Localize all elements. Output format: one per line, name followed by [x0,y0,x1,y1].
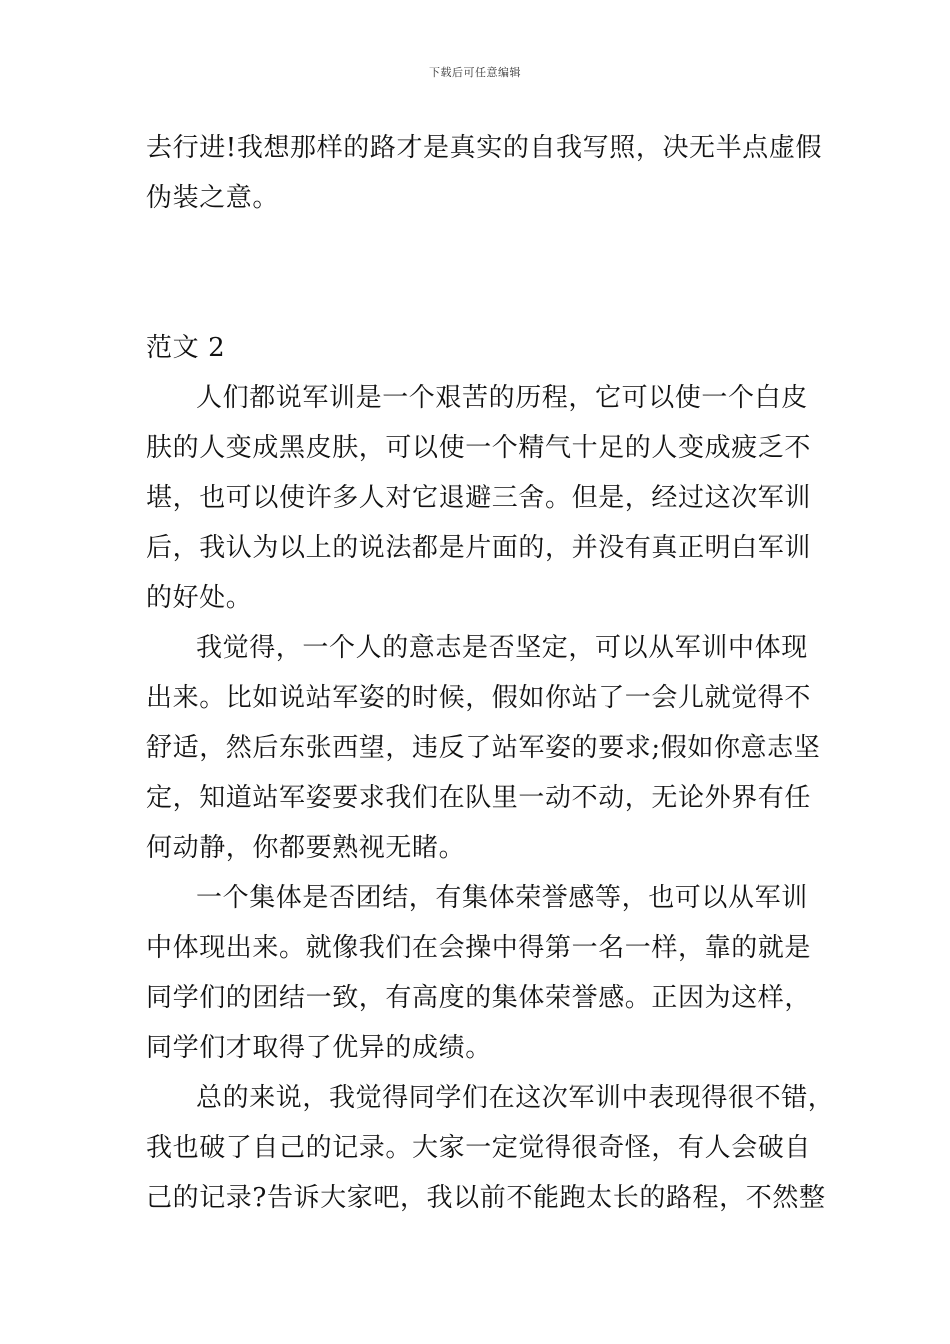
intro-line: 伪装之意。 [146,183,280,213]
section-title: 范文 2 [146,333,226,363]
paragraph-line: 总的来说，我觉得同学们在这次军训中表现得很不错， [196,1083,835,1113]
paragraph-line: 中体现出来。就像我们在会操中得第一名一样，靠的就是 [146,933,812,963]
intro-line: 去行进!我想那样的路才是真实的自我写照，决无半点虚假 [146,133,823,163]
paragraph-line: 的好处。 [146,583,253,613]
paragraph-line: 肤的人变成黑皮肤，可以使一个精气十足的人变成疲乏不 [146,433,812,463]
paragraph-line: 同学们才取得了优异的成绩。 [146,1033,492,1063]
paragraph-line: 己的记录?告诉大家吧，我以前不能跑太长的路程，不然整 [146,1183,826,1213]
paragraph-line: 一个集体是否团结，有集体荣誉感等，也可以从军训 [196,883,808,913]
page-header: 下载后可任意编辑 [429,66,521,79]
paragraph-line: 出来。比如说站军姿的时候，假如你站了一会儿就觉得不 [146,683,812,713]
paragraph-line: 人们都说军训是一个艰苦的历程，它可以使一个白皮 [196,383,808,413]
paragraph-line: 何动静，你都要熟视无睹。 [146,833,466,863]
paragraph-line: 定，知道站军姿要求我们在队里一动不动，无论外界有任 [146,783,812,813]
paragraph-line: 堪，也可以使许多人对它退避三舍。但是，经过这次军训 [146,483,812,513]
paragraph-line: 我也破了自己的记录。大家一定觉得很奇怪，有人会破自 [146,1133,812,1163]
paragraph-line: 后，我认为以上的说法都是片面的，并没有真正明白军训 [146,533,812,563]
paragraph-line: 同学们的团结一致，有高度的集体荣誉感。正因为这样， [146,983,812,1013]
paragraph-line: 我觉得，一个人的意志是否坚定，可以从军训中体现 [196,633,808,663]
paragraph-line: 舒适，然后东张西望，违反了站军姿的要求;假如你意志坚 [146,733,821,763]
